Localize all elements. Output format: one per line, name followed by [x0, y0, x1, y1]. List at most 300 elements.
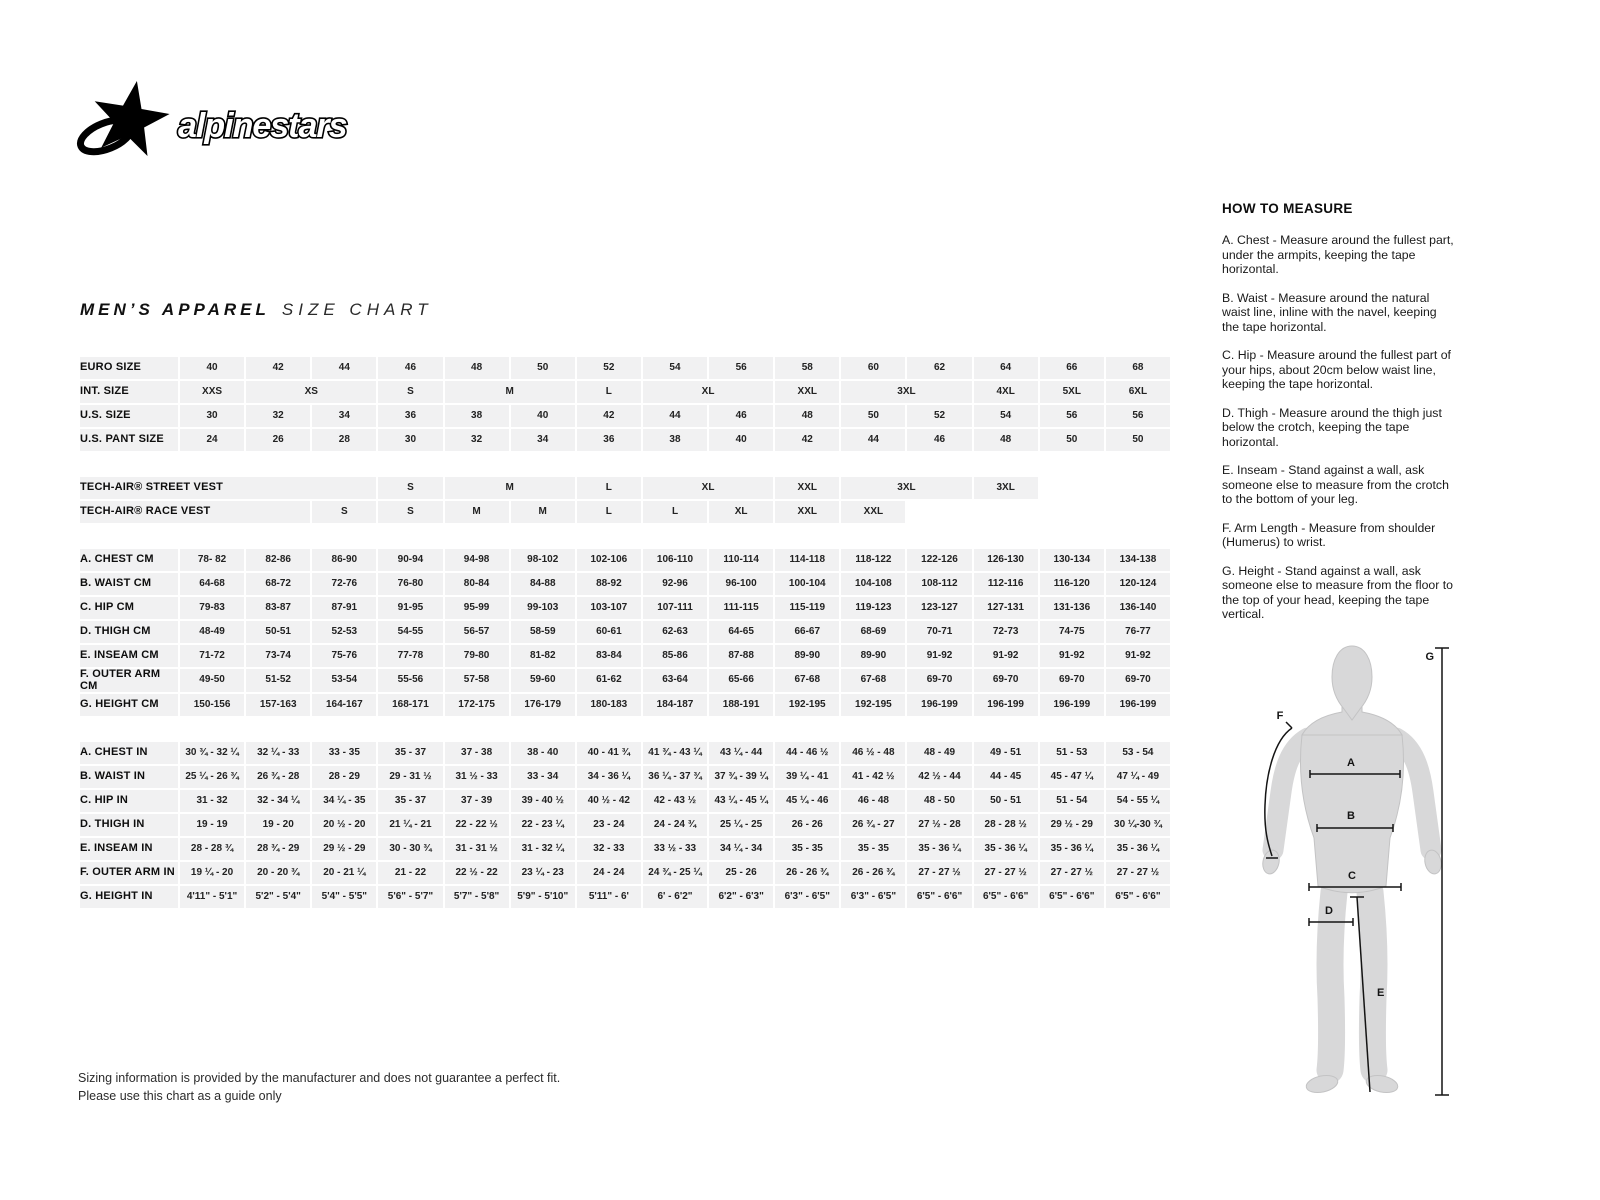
- table-cell: 35 - 35: [841, 838, 905, 860]
- table-cell: 68: [1106, 357, 1170, 379]
- measure-instruction: G. Height - Stand against a wall, ask someone else to measure from the floor to the top of your head, keeping the tape vertical.: [1222, 563, 1454, 621]
- table-cell: 20 - 20 ¾: [246, 862, 310, 884]
- table-cell: 85-86: [643, 645, 707, 667]
- table-cell: 91-92: [974, 645, 1038, 667]
- table-section-gap: [80, 453, 1170, 465]
- table-cell: 76-77: [1106, 621, 1170, 643]
- table-cell: 27 - 27 ½: [907, 862, 971, 884]
- table-cell: 28 - 28 ¾: [180, 838, 244, 860]
- row-label: D. THIGH CM: [80, 621, 178, 643]
- table-cell: XL: [643, 477, 773, 499]
- row-label: TECH-AIR® RACE VEST: [80, 501, 310, 523]
- table-cell: 56: [709, 357, 773, 379]
- table-cell: 66: [1040, 357, 1104, 379]
- table-cell: 37 ¾ - 39 ¼: [709, 766, 773, 788]
- table-cell: 34 - 36 ¼: [577, 766, 641, 788]
- table-cell: 52: [577, 357, 641, 379]
- row-label: TECH-AIR® STREET VEST: [80, 477, 376, 499]
- table-cell: 53 - 54: [1106, 742, 1170, 764]
- table-cell: 40 - 41 ¾: [577, 742, 641, 764]
- table-cell: 5XL: [1040, 381, 1104, 403]
- table-cell: 48 - 50: [907, 790, 971, 812]
- table-cell: 111-115: [709, 597, 773, 619]
- table-cell: 35 - 37: [378, 742, 442, 764]
- table-cell: 42 - 43 ½: [643, 790, 707, 812]
- table-cell: 4XL: [974, 381, 1038, 403]
- measure-instruction: B. Waist - Measure around the natural waist line, inline with the navel, keeping the tape horizontal.: [1222, 290, 1437, 334]
- table-cell: 36: [577, 429, 641, 451]
- table-cell: 36: [378, 405, 442, 427]
- table-cell: 63-64: [643, 669, 707, 692]
- table-cell: 116-120: [1040, 573, 1104, 595]
- table-cell: 6'5" - 6'6": [1040, 886, 1104, 908]
- table-cell: 3XL: [974, 477, 1038, 499]
- table-cell: 54: [643, 357, 707, 379]
- table-cell: 64-65: [709, 621, 773, 643]
- table-cell: 89-90: [775, 645, 839, 667]
- table-cell: 20 ½ - 20: [312, 814, 376, 836]
- table-cell: 54 - 55 ¼: [1106, 790, 1170, 812]
- table-cell: 3XL: [841, 381, 971, 403]
- table-cell: 32: [445, 429, 509, 451]
- table-cell: 90-94: [378, 549, 442, 571]
- table-cell: 39 - 40 ½: [511, 790, 575, 812]
- table-cell: 68-72: [246, 573, 310, 595]
- row-label: U.S. PANT SIZE: [80, 429, 178, 451]
- table-cell: 48-49: [180, 621, 244, 643]
- table-cell: 50 - 51: [974, 790, 1038, 812]
- row-label: G. HEIGHT IN: [80, 886, 178, 908]
- table-cell: 29 ½ - 29: [312, 838, 376, 860]
- table-cell: 127-131: [974, 597, 1038, 619]
- table-cell: 114-118: [775, 549, 839, 571]
- table-cell: 87-91: [312, 597, 376, 619]
- row-label: F. OUTER ARM IN: [80, 862, 178, 884]
- table-cell: 44: [643, 405, 707, 427]
- table-cell: 99-103: [511, 597, 575, 619]
- table-cell: 28: [312, 429, 376, 451]
- table-cell: 96-100: [709, 573, 773, 595]
- table-cell: 50-51: [246, 621, 310, 643]
- table-cell: 84-88: [511, 573, 575, 595]
- table-cell: M: [445, 477, 575, 499]
- table-cell: 168-171: [378, 694, 442, 716]
- table-cell: 126-130: [974, 549, 1038, 571]
- table-cell: 79-80: [445, 645, 509, 667]
- table-cell: 100-104: [775, 573, 839, 595]
- table-cell: 52-53: [312, 621, 376, 643]
- table-cell: 26 - 26: [775, 814, 839, 836]
- table-cell: 66-67: [775, 621, 839, 643]
- table-cell: 53-54: [312, 669, 376, 692]
- row-label: EURO SIZE: [80, 357, 178, 379]
- table-cell: 46: [378, 357, 442, 379]
- table-cell: 6'5" - 6'6": [1106, 886, 1170, 908]
- table-cell: 157-163: [246, 694, 310, 716]
- table-cell: 92-96: [643, 573, 707, 595]
- table-cell: 50: [511, 357, 575, 379]
- row-label: C. HIP CM: [80, 597, 178, 619]
- table-cell: 39 ¼ - 41: [775, 766, 839, 788]
- table-cell: 35 - 37: [378, 790, 442, 812]
- table-cell: 81-82: [511, 645, 575, 667]
- table-cell: 82-86: [246, 549, 310, 571]
- table-cell: 78- 82: [180, 549, 244, 571]
- table-cell: 42: [246, 357, 310, 379]
- table-cell: 21 - 22: [378, 862, 442, 884]
- table-cell: 46 - 48: [841, 790, 905, 812]
- table-cell: 49 - 51: [974, 742, 1038, 764]
- table-cell: 64: [974, 357, 1038, 379]
- table-cell: 176-179: [511, 694, 575, 716]
- table-cell: 72-76: [312, 573, 376, 595]
- table-cell: 25 - 26: [709, 862, 773, 884]
- page-title-sub: SIZE CHART: [281, 300, 433, 319]
- table-cell: 34 ¼ - 35: [312, 790, 376, 812]
- table-cell: 42: [775, 429, 839, 451]
- table-cell: 43 ¼ - 44: [709, 742, 773, 764]
- table-cell: 35 - 36 ¼: [1040, 838, 1104, 860]
- footer-line-2: Please use this chart as a guide only: [78, 1089, 282, 1104]
- alpinestars-wordmark: alpinestars: [178, 107, 347, 145]
- how-to-measure-title: HOW TO MEASURE: [1222, 201, 1353, 216]
- table-cell: 31 - 31 ½: [445, 838, 509, 860]
- table-cell: 33 - 35: [312, 742, 376, 764]
- table-cell: 26 - 26 ¾: [841, 862, 905, 884]
- table-cell: XXS: [180, 381, 244, 403]
- table-cell: 180-183: [577, 694, 641, 716]
- table-cell: 4'11" - 5'1": [180, 886, 244, 908]
- table-cell: 44 - 46 ½: [775, 742, 839, 764]
- table-cell: 57-58: [445, 669, 509, 692]
- table-cell: S: [378, 477, 442, 499]
- table-cell: 28 - 29: [312, 766, 376, 788]
- row-label: E. INSEAM CM: [80, 645, 178, 667]
- table-cell: XXL: [775, 381, 839, 403]
- table-cell: 110-114: [709, 549, 773, 571]
- arm-length-label: F: [1276, 710, 1284, 722]
- table-cell: 27 - 27 ½: [1040, 862, 1104, 884]
- table-cell: 56: [1040, 405, 1104, 427]
- table-cell: 106-110: [643, 549, 707, 571]
- table-cell: 31 - 32 ¼: [511, 838, 575, 860]
- table-cell: 86-90: [312, 549, 376, 571]
- table-cell: 71-72: [180, 645, 244, 667]
- inseam-label: E: [1377, 987, 1385, 999]
- table-cell: 59-60: [511, 669, 575, 692]
- table-cell: 6XL: [1106, 381, 1170, 403]
- measure-instruction: D. Thigh - Measure around the thigh just below the crotch, keeping the tape horizontal.: [1222, 405, 1442, 449]
- row-label: U.S. SIZE: [80, 405, 178, 427]
- table-cell: 6'2" - 6'3": [709, 886, 773, 908]
- table-cell: XXL: [775, 501, 839, 523]
- table-cell: 172-175: [445, 694, 509, 716]
- table-cell: 31 - 32: [180, 790, 244, 812]
- table-cell: 67-68: [775, 669, 839, 692]
- table-cell: 19 - 19: [180, 814, 244, 836]
- table-cell: 30 ¼-30 ¾: [1106, 814, 1170, 836]
- table-cell: L: [577, 381, 641, 403]
- table-cell: 102-106: [577, 549, 641, 571]
- table-cell: 122-126: [907, 549, 971, 571]
- table-cell: 37 - 38: [445, 742, 509, 764]
- table-cell: 69-70: [974, 669, 1038, 692]
- table-cell: 79-83: [180, 597, 244, 619]
- table-cell: 48: [974, 429, 1038, 451]
- table-cell: XL: [709, 501, 773, 523]
- table-cell: 24 - 24 ¾: [643, 814, 707, 836]
- table-cell: 107-111: [643, 597, 707, 619]
- table-cell: 32 - 33: [577, 838, 641, 860]
- table-cell: 45 ¼ - 46: [775, 790, 839, 812]
- table-cell: 26 ¾ - 27: [841, 814, 905, 836]
- table-cell: 47 ¼ - 49: [1106, 766, 1170, 788]
- table-cell: 50: [1106, 429, 1170, 451]
- alpinestars-star-icon: [76, 81, 170, 158]
- table-cell: 46: [907, 429, 971, 451]
- torso: [1301, 722, 1404, 893]
- table-cell: 58-59: [511, 621, 575, 643]
- row-label: E. INSEAM IN: [80, 838, 178, 860]
- table-cell: 20 - 21 ¼: [312, 862, 376, 884]
- table-cell: 83-87: [246, 597, 310, 619]
- table-cell: 6'3" - 6'5": [775, 886, 839, 908]
- table-cell: 75-76: [312, 645, 376, 667]
- table-cell: 5'9" - 5'10": [511, 886, 575, 908]
- table-cell: S: [378, 501, 442, 523]
- table-cell: 192-195: [775, 694, 839, 716]
- row-label: C. HIP IN: [80, 790, 178, 812]
- table-cell: 34 ¼ - 34: [709, 838, 773, 860]
- page-title-main: MEN’S APPAREL: [80, 300, 270, 319]
- table-cell: 192-195: [841, 694, 905, 716]
- measure-instruction: E. Inseam - Stand against a wall, ask someone else to measure from the crotch to the bottom of your leg.: [1222, 463, 1449, 506]
- table-cell: 29 ½ - 29: [1040, 814, 1104, 836]
- waist-label: B: [1347, 810, 1355, 822]
- table-cell: 119-123: [841, 597, 905, 619]
- table-cell: L: [577, 501, 641, 523]
- table-cell: 25 ¼ - 25: [709, 814, 773, 836]
- table-cell: 51 - 53: [1040, 742, 1104, 764]
- chest-label: A: [1347, 757, 1355, 769]
- table-cell: 60: [841, 357, 905, 379]
- table-cell: 22 ½ - 22: [445, 862, 509, 884]
- table-cell: 95-99: [445, 597, 509, 619]
- table-cell: 72-73: [974, 621, 1038, 643]
- table-section-gap: [80, 525, 1170, 537]
- table-cell: XL: [643, 381, 773, 403]
- table-cell: 35 - 36 ¼: [974, 838, 1038, 860]
- table-cell: 88-92: [577, 573, 641, 595]
- row-label: G. HEIGHT CM: [80, 694, 178, 716]
- table-cell: 69-70: [907, 669, 971, 692]
- table-cell: 32 ¼ - 33: [246, 742, 310, 764]
- table-cell: 30 - 30 ¾: [378, 838, 442, 860]
- table-cell: 37 - 39: [445, 790, 509, 812]
- measure-instruction: C. Hip - Measure around the fullest part of your hips, about 20cm below waist line, keeping the tape horizontal.: [1222, 348, 1451, 391]
- table-cell: 50: [841, 405, 905, 427]
- table-cell: 70-71: [907, 621, 971, 643]
- table-cell: 74-75: [1040, 621, 1104, 643]
- table-cell: 26 - 26 ¾: [775, 862, 839, 884]
- how-to-measure-panel: [1222, 201, 1456, 636]
- head: [1332, 646, 1372, 720]
- table-cell: 196-199: [974, 694, 1038, 716]
- table-cell: 131-136: [1040, 597, 1104, 619]
- row-label: INT. SIZE: [80, 381, 178, 403]
- table-cell: 33 ½ - 33: [643, 838, 707, 860]
- table-cell: 24 - 24: [577, 862, 641, 884]
- table-cell: 23 - 24: [577, 814, 641, 836]
- table-cell: 35 - 36 ¼: [1106, 838, 1170, 860]
- table-cell: 51 - 54: [1040, 790, 1104, 812]
- table-cell: 80-84: [445, 573, 509, 595]
- table-cell: L: [643, 501, 707, 523]
- table-cell: 61-62: [577, 669, 641, 692]
- table-cell: 118-122: [841, 549, 905, 571]
- table-cell: 91-95: [378, 597, 442, 619]
- table-cell: 89-90: [841, 645, 905, 667]
- table-cell: 48 - 49: [907, 742, 971, 764]
- table-cell: 40: [709, 429, 773, 451]
- table-cell: 30 ¾ - 32 ¼: [180, 742, 244, 764]
- table-cell: 120-124: [1106, 573, 1170, 595]
- table-cell: 33 - 34: [511, 766, 575, 788]
- table-cell: 94-98: [445, 549, 509, 571]
- table-cell: L: [577, 477, 641, 499]
- table-cell: 5'6" - 5'7": [378, 886, 442, 908]
- table-cell: 58: [775, 357, 839, 379]
- table-cell: 41 - 42 ½: [841, 766, 905, 788]
- table-cell: 40 ½ - 42: [577, 790, 641, 812]
- table-cell: 69-70: [1106, 669, 1170, 692]
- table-cell: 164-167: [312, 694, 376, 716]
- left-leg: [1330, 892, 1334, 1070]
- table-cell: 27 - 27 ½: [1106, 862, 1170, 884]
- hip-label: C: [1348, 870, 1356, 882]
- row-label: B. WAIST IN: [80, 766, 178, 788]
- measure-instruction: F. Arm Length - Measure from shoulder (Humerus) to wrist.: [1222, 520, 1436, 549]
- table-cell: 50: [1040, 429, 1104, 451]
- measure-instruction: A. Chest - Measure around the fullest part, under the armpits, keeping the tape horizontal.: [1222, 233, 1454, 276]
- table-cell: 115-119: [775, 597, 839, 619]
- table-cell: 44 - 45: [974, 766, 1038, 788]
- table-cell: 196-199: [1040, 694, 1104, 716]
- table-cell: 68-69: [841, 621, 905, 643]
- table-cell: M: [445, 501, 509, 523]
- table-cell: 22 - 22 ½: [445, 814, 509, 836]
- empty-cell: [907, 501, 1170, 523]
- table-cell: 36 ¼ - 37 ¾: [643, 766, 707, 788]
- table-cell: 184-187: [643, 694, 707, 716]
- table-cell: 56-57: [445, 621, 509, 643]
- table-cell: 64-68: [180, 573, 244, 595]
- table-cell: 44: [841, 429, 905, 451]
- table-cell: 54-55: [378, 621, 442, 643]
- table-cell: XS: [246, 381, 376, 403]
- table-cell: 51-52: [246, 669, 310, 692]
- table-cell: 30: [180, 405, 244, 427]
- table-cell: 65-66: [709, 669, 773, 692]
- table-cell: XXL: [775, 477, 839, 499]
- table-cell: 40: [180, 357, 244, 379]
- table-cell: 28 ¾ - 29: [246, 838, 310, 860]
- table-cell: S: [378, 381, 442, 403]
- table-cell: 87-88: [709, 645, 773, 667]
- table-cell: 32 - 34 ¼: [246, 790, 310, 812]
- table-cell: 49-50: [180, 669, 244, 692]
- table-cell: 103-107: [577, 597, 641, 619]
- table-cell: 28 - 28 ½: [974, 814, 1038, 836]
- table-cell: 73-74: [246, 645, 310, 667]
- table-cell: 26 ¾ - 28: [246, 766, 310, 788]
- table-cell: 91-92: [1040, 645, 1104, 667]
- table-cell: 91-92: [907, 645, 971, 667]
- row-label: B. WAIST CM: [80, 573, 178, 595]
- table-cell: 31 ½ - 33: [445, 766, 509, 788]
- table-cell: 188-191: [709, 694, 773, 716]
- measure-paragraphs: [1222, 233, 1456, 622]
- table-cell: 45 - 47 ¼: [1040, 766, 1104, 788]
- table-cell: 42: [577, 405, 641, 427]
- table-cell: 77-78: [378, 645, 442, 667]
- table-cell: 76-80: [378, 573, 442, 595]
- table-cell: 43 ¼ - 45 ¼: [709, 790, 773, 812]
- table-section-gap: [80, 718, 1170, 730]
- size-chart-table: [80, 357, 1170, 908]
- table-cell: 5'7" - 5'8": [445, 886, 509, 908]
- table-cell: M: [511, 501, 575, 523]
- table-cell: M: [445, 381, 575, 403]
- table-cell: 55-56: [378, 669, 442, 692]
- table-cell: 5'2" - 5'4": [246, 886, 310, 908]
- row-label: A. CHEST CM: [80, 549, 178, 571]
- table-cell: 54: [974, 405, 1038, 427]
- table-cell: 44: [312, 357, 376, 379]
- table-cell: 27 - 27 ½: [974, 862, 1038, 884]
- table-cell: 136-140: [1106, 597, 1170, 619]
- empty-cell: [1040, 477, 1170, 499]
- table-cell: 62-63: [643, 621, 707, 643]
- table-cell: 150-156: [180, 694, 244, 716]
- thigh-label: D: [1325, 905, 1333, 917]
- table-cell: 60-61: [577, 621, 641, 643]
- table-cell: 41 ¾ - 43 ¼: [643, 742, 707, 764]
- table-cell: 35 - 36 ¼: [907, 838, 971, 860]
- table-cell: 46: [709, 405, 773, 427]
- table-cell: 38 - 40: [511, 742, 575, 764]
- table-cell: 3XL: [841, 477, 971, 499]
- table-cell: 6'5" - 6'6": [907, 886, 971, 908]
- table-cell: 196-199: [907, 694, 971, 716]
- row-label: A. CHEST IN: [80, 742, 178, 764]
- table-cell: 26: [246, 429, 310, 451]
- table-cell: 6'5" - 6'6": [974, 886, 1038, 908]
- table-cell: 27 ½ - 28: [907, 814, 971, 836]
- table-cell: 48: [775, 405, 839, 427]
- table-cell: 34: [312, 405, 376, 427]
- table-cell: 130-134: [1040, 549, 1104, 571]
- table-cell: 32: [246, 405, 310, 427]
- row-label: F. OUTER ARM CM: [80, 669, 178, 692]
- table-cell: 24: [180, 429, 244, 451]
- table-cell: 123-127: [907, 597, 971, 619]
- table-cell: 40: [511, 405, 575, 427]
- table-cell: 98-102: [511, 549, 575, 571]
- table-cell: 38: [643, 429, 707, 451]
- table-cell: 22 - 23 ¼: [511, 814, 575, 836]
- table-cell: 24 ¾ - 25 ¼: [643, 862, 707, 884]
